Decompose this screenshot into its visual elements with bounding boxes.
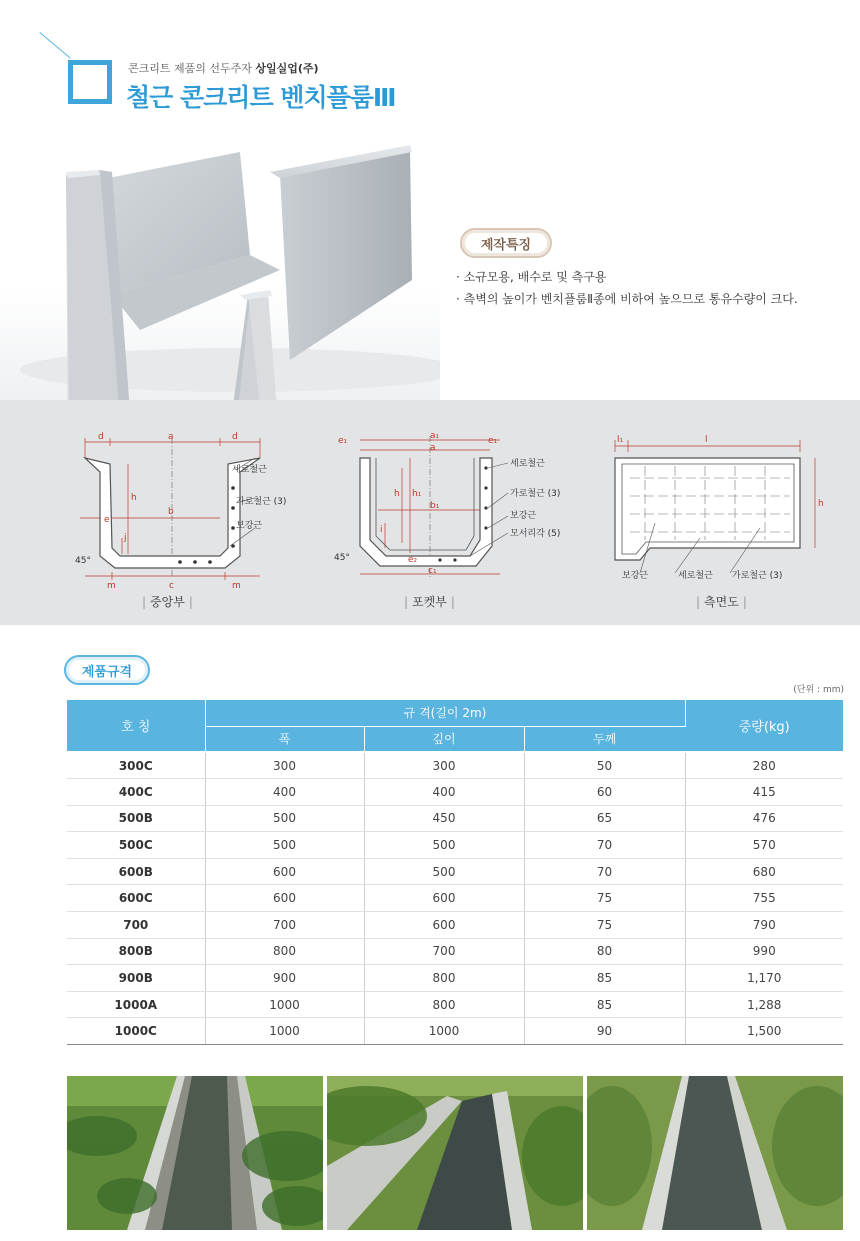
table-row <box>67 858 843 885</box>
cell-thickness: 50 <box>524 752 685 779</box>
cell-weight: 415 <box>685 779 843 806</box>
cell-weight: 790 <box>685 912 843 939</box>
cell-width: 1000 <box>205 991 364 1018</box>
center-section-diagram <box>60 428 300 588</box>
cell-name: 600B <box>67 858 205 885</box>
label-j: j <box>124 533 127 543</box>
label-m2: m <box>232 581 241 588</box>
cell-width: 1000 <box>205 1018 364 1045</box>
cell-thickness: 65 <box>524 805 685 832</box>
cell-width: 300 <box>205 752 364 779</box>
header-decor-line <box>39 32 70 58</box>
cell-depth: 500 <box>364 832 524 859</box>
cell-name: 500B <box>67 805 205 832</box>
table-row <box>67 832 843 859</box>
feature-item: · 측벽의 높이가 벤치플룸Ⅱ종에 비하여 높으므로 통유수량이 크다. <box>456 292 798 306</box>
cell-width: 700 <box>205 912 364 939</box>
table-row <box>67 885 843 912</box>
cell-name: 900B <box>67 965 205 992</box>
header-square-icon <box>68 60 112 104</box>
label-e1: e₁ <box>338 436 348 446</box>
cell-width: 800 <box>205 938 364 965</box>
callout-vertical-rebar: 세로철근 <box>232 465 267 475</box>
callout-reinforcement: 보강근 <box>622 571 649 581</box>
installation-photo-3 <box>587 1076 843 1230</box>
header-spec-group: 규 격(길이 2m) <box>205 700 685 726</box>
cell-thickness: 75 <box>524 912 685 939</box>
table-row <box>67 938 843 965</box>
header-width: 폭 <box>205 726 364 752</box>
callout-horizontal-rebar: 가로철근 (3) <box>510 489 561 499</box>
label-h1: h₁ <box>412 489 422 499</box>
diagram-section <box>0 400 860 625</box>
cell-weight: 1,500 <box>685 1018 843 1045</box>
label-m: m <box>107 581 116 588</box>
cell-depth: 700 <box>364 938 524 965</box>
cell-weight: 476 <box>685 805 843 832</box>
cell-thickness: 60 <box>524 779 685 806</box>
cell-name: 500C <box>67 832 205 859</box>
callout-reinforcement: 보강근 <box>510 511 537 521</box>
label-d2: d <box>232 432 238 442</box>
label-i: i <box>380 525 383 535</box>
cell-depth: 600 <box>364 912 524 939</box>
bench-flume-product-photo <box>0 120 440 400</box>
label-c1: c₁ <box>428 566 437 576</box>
cell-depth: 300 <box>364 752 524 779</box>
label-h: h <box>131 493 137 503</box>
cell-weight: 990 <box>685 938 843 965</box>
header-depth: 깊이 <box>364 726 524 752</box>
callout-vertical-rebar: 세로철근 <box>510 459 545 469</box>
cell-thickness: 85 <box>524 991 685 1018</box>
callout-reinforcement: 보강근 <box>236 521 263 531</box>
label-a: a <box>430 443 436 453</box>
label-h: h <box>394 489 400 499</box>
header-thickness: 두께 <box>524 726 685 752</box>
cell-weight: 755 <box>685 885 843 912</box>
spec-table-body <box>67 752 843 1045</box>
header-subtitle <box>128 60 319 76</box>
cell-depth: 450 <box>364 805 524 832</box>
table-row <box>67 1018 843 1045</box>
label-angle: 45° <box>334 553 350 563</box>
cell-name: 400C <box>67 779 205 806</box>
label-b1: b₁ <box>430 501 440 511</box>
label-h: h <box>818 499 824 509</box>
table-row <box>67 991 843 1018</box>
label-l1: l₁ <box>617 435 624 445</box>
cell-depth: 800 <box>364 991 524 1018</box>
label-d: d <box>98 432 104 442</box>
label-c: c <box>169 581 174 588</box>
cell-thickness: 90 <box>524 1018 685 1045</box>
cell-name: 700 <box>67 912 205 939</box>
label-a: a <box>168 432 174 442</box>
label-e2: e₂ <box>408 555 418 565</box>
cell-depth: 600 <box>364 885 524 912</box>
cell-width: 900 <box>205 965 364 992</box>
cell-name: 800B <box>67 938 205 965</box>
cell-name: 300C <box>67 752 205 779</box>
cell-depth: 500 <box>364 858 524 885</box>
cell-width: 500 <box>205 832 364 859</box>
subtitle-text: 콘크리트 제품의 선두주자 <box>128 62 256 75</box>
cell-width: 500 <box>205 805 364 832</box>
cell-thickness: 70 <box>524 858 685 885</box>
page-title: 철근 콘크리트 벤치플룸Ⅲ <box>126 83 396 112</box>
table-row <box>67 912 843 939</box>
label-a1: a₁ <box>430 431 440 441</box>
cell-weight: 680 <box>685 858 843 885</box>
cell-weight: 570 <box>685 832 843 859</box>
table-row <box>67 805 843 832</box>
installation-photo-2 <box>327 1076 583 1230</box>
installation-photo-1 <box>67 1076 323 1230</box>
label-angle: 45° <box>75 556 91 566</box>
label-l: l <box>705 435 708 445</box>
spec-heading: 제품규격 <box>64 655 150 685</box>
cell-width: 600 <box>205 858 364 885</box>
center-section-caption: | 중앙부 | <box>138 593 197 610</box>
pocket-section-caption: | 포켓부 | <box>400 593 459 610</box>
header-weight: 중량(kg) <box>685 700 843 752</box>
pocket-section-diagram <box>330 428 570 588</box>
cell-width: 600 <box>205 885 364 912</box>
table-row <box>67 752 843 779</box>
label-e1b: e₁ <box>488 436 498 446</box>
features-list <box>456 266 798 310</box>
feature-item: · 소규모용, 배수로 및 측구용 <box>456 270 607 284</box>
cell-thickness: 80 <box>524 938 685 965</box>
cell-name: 600C <box>67 885 205 912</box>
table-row <box>67 965 843 992</box>
spec-table <box>67 700 843 1045</box>
cell-thickness: 85 <box>524 965 685 992</box>
cell-depth: 1000 <box>364 1018 524 1045</box>
label-e: e <box>104 515 110 525</box>
cell-weight: 1,170 <box>685 965 843 992</box>
callout-horizontal-rebar: 가로철근 (3) <box>732 571 783 581</box>
callout-corner: 모서리각 (5) <box>510 529 561 539</box>
cell-depth: 800 <box>364 965 524 992</box>
features-heading: 제작특징 <box>460 228 552 258</box>
cell-depth: 400 <box>364 779 524 806</box>
table-row <box>67 779 843 806</box>
callout-vertical-rebar: 세로철근 <box>678 571 713 581</box>
unit-label: (단위 : mm) <box>793 685 844 695</box>
label-b: b <box>168 507 174 517</box>
cell-weight: 280 <box>685 752 843 779</box>
side-view-caption: | 측면도 | <box>692 593 751 610</box>
cell-width: 400 <box>205 779 364 806</box>
callout-horizontal-rebar: 가로철근 (3) <box>236 497 287 507</box>
cell-name: 1000C <box>67 1018 205 1045</box>
cell-thickness: 70 <box>524 832 685 859</box>
company-name: 상일실업(주) <box>255 62 319 75</box>
cell-name: 1000A <box>67 991 205 1018</box>
side-view-diagram <box>600 428 840 588</box>
cell-weight: 1,288 <box>685 991 843 1018</box>
header-name: 호 칭 <box>67 700 205 752</box>
cell-thickness: 75 <box>524 885 685 912</box>
